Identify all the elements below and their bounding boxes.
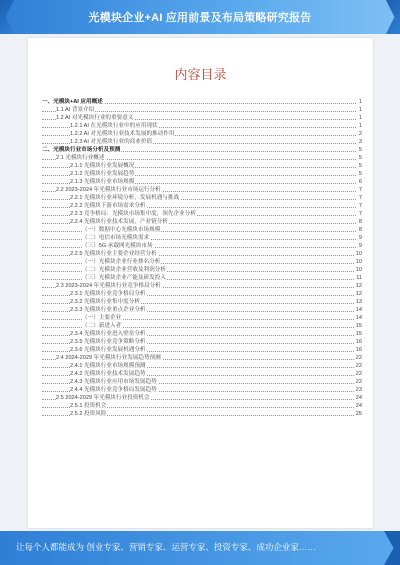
toc-entry-page: 5 [358,171,362,177]
toc-entry-label: 2.4.4 光模块行业竞争格局发展趋势 [70,387,157,393]
toc-entry[interactable] [42,122,362,130]
toc-entry-page: 1 [358,99,362,105]
toc-entry[interactable] [42,242,362,250]
document-page [28,38,373,528]
toc-entry[interactable] [42,290,362,298]
toc-entry-page: 10 [355,267,362,273]
toc-entry-page: 24 [355,395,362,401]
toc-entry[interactable] [42,250,362,258]
toc-entry-page: 9 [358,243,362,249]
toc-entry-label: 2.5.1 投资机会 [70,403,107,409]
toc-entry[interactable] [42,146,362,154]
toc-entry-page: 10 [355,259,362,265]
toc-entry-label: 1.2.1 AI 在光模块行业中的应用现状 [70,123,158,129]
report-header [0,0,400,34]
toc-entry-label: 2.3.4 光模块行业进入壁垒分析 [70,331,146,337]
footer-slogan: 让每个人都能成为 创业专家、营销专家、运营专家、投资专家、成功企业家…… [16,542,316,552]
toc-entry-page: 5 [358,163,362,169]
toc-entry-label: 2.2.4 光模块行业技术发展，产业链分析 [70,219,168,225]
toc-entry-label: 2.4.3 光模块行业应用市场发展趋势 [70,379,157,385]
toc-entry[interactable] [42,98,362,106]
toc-entry-page: 10 [355,251,362,257]
toc-entry-label: 2.5 2024-2029 年光模块行业投资机会 [56,395,150,401]
toc-entry-label: 2.1.1 光模块行业发展概况 [70,163,135,169]
toc-entry[interactable] [42,186,362,194]
toc-entry[interactable] [42,354,362,362]
toc-entry[interactable] [42,170,362,178]
toc-entry-label: 2.3.1 光模块行业竞争格局分析 [70,291,146,297]
toc-entry-page: 5 [358,147,362,153]
toc-entry[interactable] [42,338,362,346]
toc-entry-page: 11 [356,275,362,281]
toc-entry-label: 一、光模块+AI 应用概述 [42,99,103,105]
toc-entry[interactable] [42,322,362,330]
toc-entry-label: （一）主要企业 [82,315,122,321]
toc-entry[interactable] [42,226,362,234]
toc-entry-label: （一）数据中心光模块市场规模 [82,227,161,233]
toc-entry[interactable] [42,394,362,402]
toc-entry[interactable] [42,378,362,386]
toc-entry[interactable] [42,178,362,186]
toc-entry[interactable] [42,402,362,410]
toc-entry-label: 2.2 2023-2024 年光模块行业市场运行分析 [56,187,161,193]
toc-entry[interactable] [42,386,362,394]
toc-entry-label: 2.2.2 光模块下游市场需求分析 [70,203,146,209]
toc-entry-page: 22 [355,363,362,369]
toc-entry-label: 2.1.3 光模块行业市场规模 [70,179,135,185]
toc-entry-label: 二、光模块行业市场分析及预测 [42,147,121,153]
toc-entry-page: 13 [355,299,362,305]
toc-entry-page: 25 [355,411,362,417]
toc-entry-page: 7 [358,195,362,201]
toc-entry-page: 1 [358,123,362,129]
toc-entry[interactable] [42,362,362,370]
toc-entry[interactable] [42,346,362,354]
toc-entry-page: 14 [355,307,362,313]
toc-entry-page: 22 [355,379,362,385]
toc-entry-label: （三）光模块企业产能及研发投入 [82,275,166,281]
toc-entry-page: 8 [358,227,362,233]
toc-entry[interactable] [42,130,362,138]
toc-entry[interactable] [42,218,362,226]
toc-entry-page: 9 [358,235,362,241]
toc-entry-page: 15 [355,331,362,337]
toc-entry-page: 7 [358,203,362,209]
toc-entry-label: 2.3.2 光模块行业集中度分析 [70,299,140,305]
toc-entry-label: （二）新进入者 [82,323,122,329]
toc-entry-page: 16 [355,339,362,345]
toc-entry-label: 2.2.1 光模块行业环境分析，发展机遇与挑战 [70,195,180,201]
toc-entry-page: 23 [355,387,362,393]
toc-entry[interactable] [42,410,362,418]
toc-entry[interactable] [42,314,362,322]
toc-entry[interactable] [42,370,362,378]
toc-entry-label: （三）5G 承载网光模块市场 [82,243,153,249]
toc-entry-page: 1 [358,115,362,121]
report-title: 光模块企业+AI 应用前景及布局策略研究报告 [88,12,312,24]
toc-entry-label: 2.5.2 投资风险 [70,411,107,417]
toc-entry-page: 22 [355,371,362,377]
toc-entry-label: 2.3.3 光模块行业重点企业分析 [70,307,146,313]
toc-entry-label: （二）电信市场光模块需求 [82,235,150,241]
toc-entry[interactable] [42,154,362,162]
toc-entry-label: 1.2.3 AI 对光模块行业的商业价值 [70,139,153,145]
toc-entry[interactable] [42,202,362,210]
toc-entry-page: 15 [355,323,362,329]
toc-entry-label: 2.4.2 光模块行业技术发展趋势 [70,371,146,377]
toc-entry-label: 2.3.5 光模块行业竞争策略分析 [70,339,146,345]
toc-entry-label: 2.3 2023-2024 年光模块行业竞争格局分析 [56,283,161,289]
toc-entry-page: 16 [355,347,362,353]
toc-entry-label: （二）光模块企业营收及利润分析 [82,267,166,273]
toc-entry-page: 8 [358,219,362,225]
toc-entry-label: 1.1 AI 背景介绍 [56,107,95,113]
toc-entry[interactable] [42,194,362,202]
toc-entry-label: 2.4.1 光模块行业市场规模预测 [70,363,146,369]
toc-entry-label: （一）光模块企业行业排名分析 [82,259,161,265]
toc-entry[interactable] [42,330,362,338]
table-of-contents [42,98,362,418]
toc-entry-label: 2.2.5 光模块行业主要企业经营分析 [70,251,157,257]
toc-entry-label: 2.2.3 竞争格局：光模块市场集中度，领先企业分析 [70,211,196,217]
toc-entry-label: 2.3.6 光模块行业发展机遇分析 [70,347,146,353]
toc-entry-page: 22 [355,355,362,361]
toc-entry-page: 2 [358,131,362,137]
toc-entry-page: 24 [355,403,362,409]
toc-entry[interactable] [42,106,362,114]
toc-entry-page: 3 [358,139,362,145]
toc-entry[interactable] [42,282,362,290]
toc-entry-page: 7 [358,187,362,193]
toc-entry[interactable] [42,258,362,266]
toc-entry-page: 12 [355,283,362,289]
report-footer [0,531,400,565]
toc-heading: 内容目录 [174,67,227,82]
toc-entry[interactable] [42,162,362,170]
toc-entry[interactable] [42,138,362,146]
toc-entry[interactable] [42,298,362,306]
toc-entry[interactable] [42,114,362,122]
toc-entry-page: 1 [358,107,362,113]
toc-entry-label: 2.1.2 光模块行业发展趋势 [70,171,135,177]
toc-entry[interactable] [42,306,362,314]
toc-entry-page: 7 [358,211,362,217]
toc-entry-label: 2.4 2024-2029 年光模块行业发展趋势预测 [56,355,161,361]
toc-entry-page: 6 [358,179,362,185]
toc-entry-page: 14 [355,315,362,321]
toc-entry-label: 1.2 AI 对光模块行业的重要意义 [56,115,134,121]
toc-entry-label: 1.2.2 AI 对光模块行业技术发展的推动作用 [70,131,175,137]
toc-entry[interactable] [42,210,362,218]
toc-entry[interactable] [42,234,362,242]
toc-entry-page: 12 [355,291,362,297]
toc-entry[interactable] [42,266,362,274]
toc-entry[interactable] [42,274,362,282]
toc-entry-page: 5 [358,155,362,161]
footer-right-chevron [384,531,400,565]
toc-entry-label: 2.1 光模块行业概述 [56,155,105,161]
